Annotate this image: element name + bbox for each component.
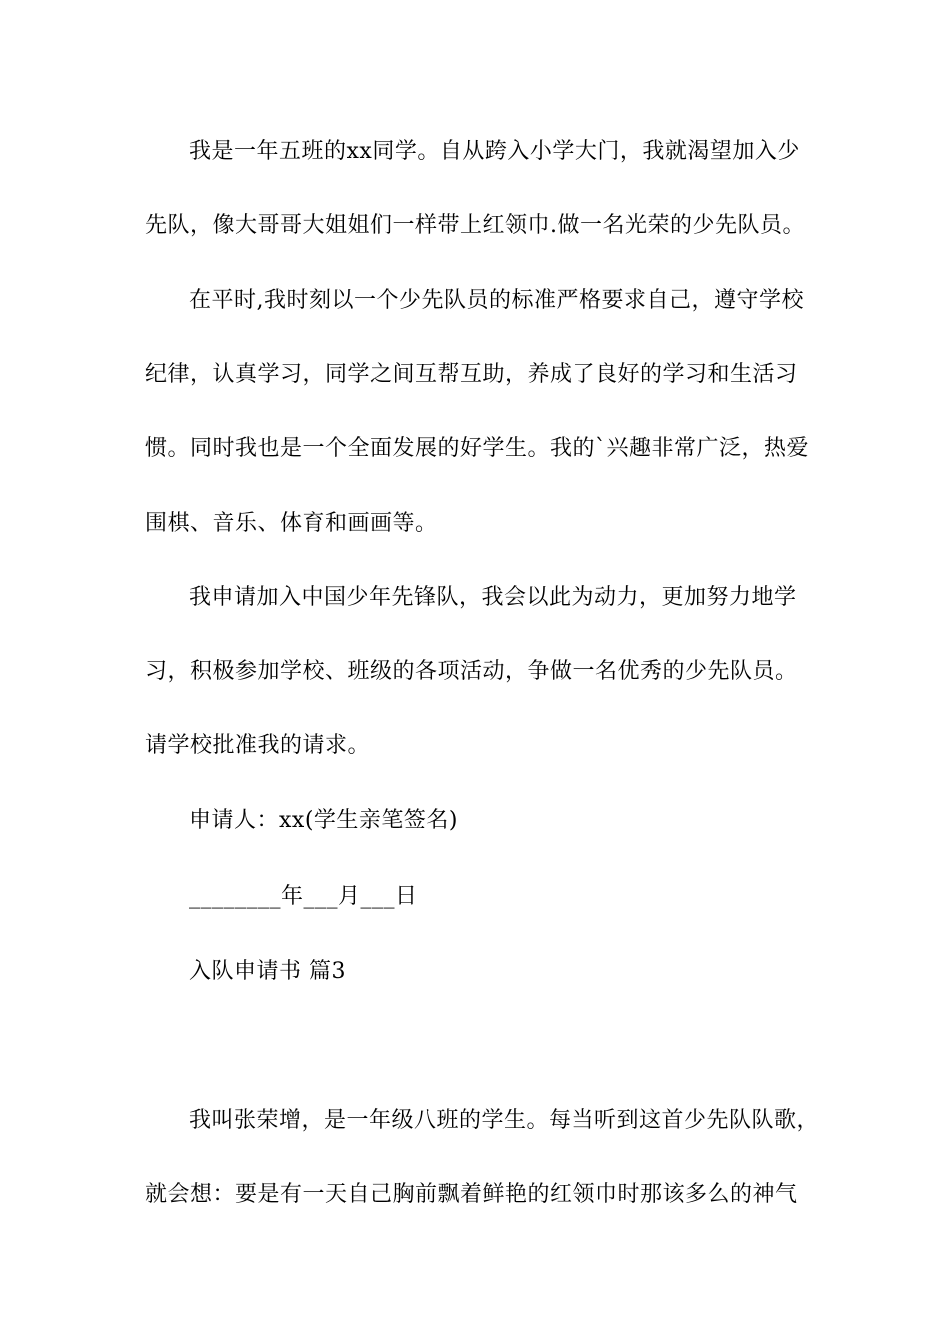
paragraph-2-line-4: 围棋、音乐、体育和画画等。 bbox=[145, 511, 438, 536]
section-heading: 入队申请书 篇3 bbox=[189, 959, 346, 984]
paragraph-1-line-2: 先队，像大哥哥大姐姐们一样带上红领巾.做一名光荣的少先队员。 bbox=[145, 213, 805, 238]
paragraph-2-line-3: 惯。同时我也是一个全面发展的好学生。我的`兴趣非常广泛，热爱 bbox=[145, 436, 810, 461]
date-line: ________年___月___日 bbox=[189, 884, 418, 909]
applicant-signature: 申请人：xx(学生亲笔签名) bbox=[189, 808, 458, 833]
paragraph-1-line-1: 我是一年五班的xx同学。自从跨入小学大门，我就渴望加入少 bbox=[189, 139, 800, 164]
paragraph-3-line-1: 我申请加入中国少年先锋队，我会以此为动力，更加努力地学 bbox=[189, 585, 797, 610]
paragraph-3-line-3: 请学校批准我的请求。 bbox=[145, 733, 371, 758]
paragraph-2-line-2: 纪律，认真学习，同学之间互帮互助，养成了良好的学习和生活习 bbox=[145, 362, 798, 387]
paragraph-4-line-1: 我叫张荣增，是一年级八班的学生。每当听到这首少先队队歌， bbox=[189, 1108, 820, 1133]
paragraph-4-line-2: 就会想：要是有一天自己胸前飘着鲜艳的红领巾时那该多么的神气 bbox=[145, 1182, 798, 1207]
paragraph-2-line-1: 在平时,我时刻以一个少先队员的标准严格要求自己，遵守学校 bbox=[189, 288, 804, 313]
paragraph-3-line-2: 习，积极参加学校、班级的各项活动，争做一名优秀的少先队员。 bbox=[145, 659, 798, 684]
